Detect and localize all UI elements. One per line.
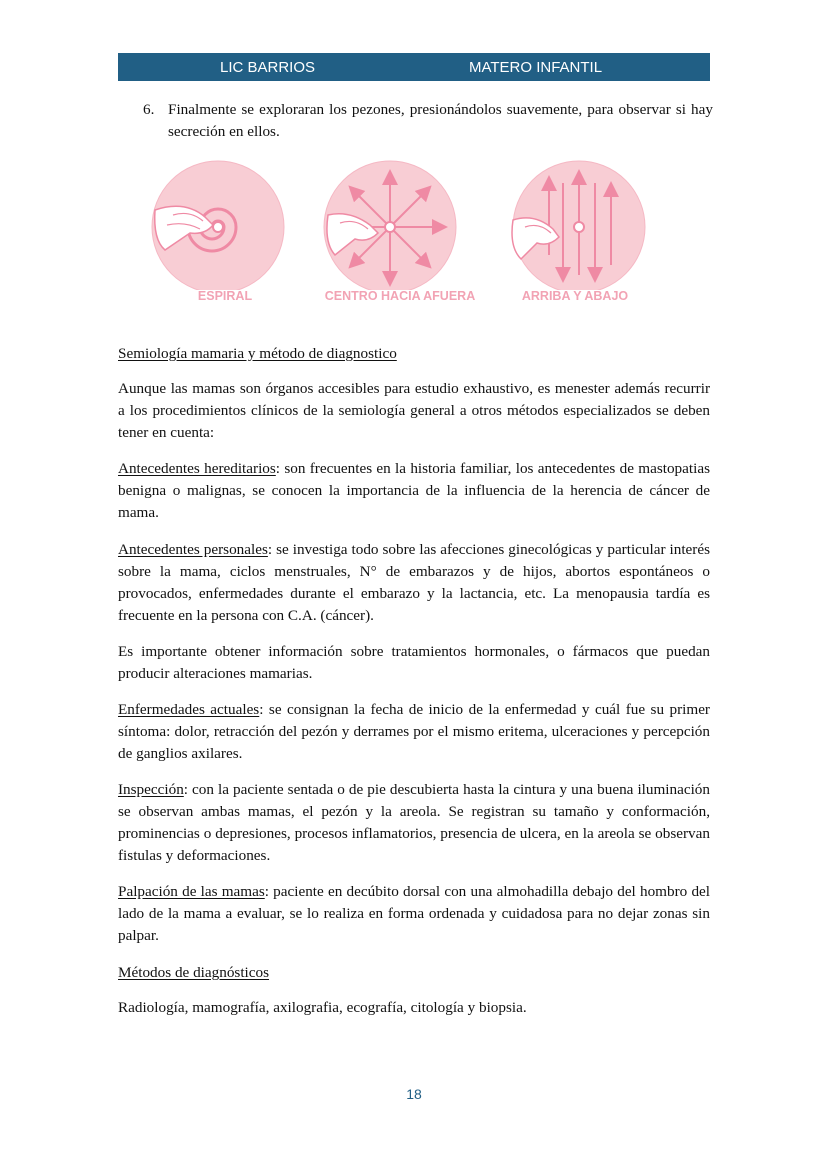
paragraph-intro: Aunque las mamas son órganos accesibles para estudio exhaustivo, es menester además recurrir a los procedimientos clínicos de la semiología general a otros métodos especializados se deben tener en cuenta: xyxy=(118,380,710,441)
paragraph-metodos: Radiología, mamografía, axilografia, ecografía, citología y biopsia. xyxy=(118,999,527,1016)
palpation-illustrations xyxy=(145,155,655,315)
paragraph-actuales xyxy=(118,699,710,765)
page-header xyxy=(118,53,710,81)
label-personales: Antecedentes personales xyxy=(118,541,268,558)
caption-radial: CENTRO HACIA AFUERA xyxy=(324,289,476,303)
vertical-palpation-icon xyxy=(495,155,655,290)
paragraph-hereditarios xyxy=(118,458,710,524)
section-title-metodos: Métodos de diagnósticos xyxy=(118,964,270,981)
paragraph-inspeccion xyxy=(118,779,710,867)
paragraph-tratamientos: Es importante obtener información sobre tratamientos hormonales, o fármacos que puedan producir alteraciones mamarias. xyxy=(118,643,710,682)
radial-palpation-icon xyxy=(320,155,480,290)
spiral-palpation-icon xyxy=(145,155,305,290)
caption-vertical: ARRIBA Y ABAJO xyxy=(521,289,629,303)
text-hereditarios: : son frecuentes en la historia familiar, los antecedentes de mastopatias benigna o malignas, se conocen la importancia de la influencia de la herencia de cáncer de mama. xyxy=(118,460,710,521)
illustration-radial xyxy=(320,155,480,315)
label-actuales: Enfermedades actuales xyxy=(118,701,260,718)
label-palpacion: Palpación de las mamas xyxy=(118,883,265,900)
step-text: Finalmente se exploraran los pezones, presionándolos suavemente, para observar si hay secreción en ellos. xyxy=(168,101,713,140)
label-inspeccion: Inspección xyxy=(118,781,184,798)
text-actuales: : se consignan la fecha de inicio de la enfermedad y cuál fue su primer síntoma: dolor, retracción del pezón y derrames por el mismo eritema, ulceraciones y percepción de ganglios axilares. xyxy=(118,701,710,762)
text-inspeccion: : con la paciente sentada o de pie descubierta hasta la cintura y una buena iluminación se observan ambas mamas, el pezón y la areola. Se registran su tamaño y conformación, prominencias o depresiones, procesos inflamatorios, presencia de ulcera, en la areola se observan fistulas y deformaciones. xyxy=(118,781,710,864)
paragraph-personales xyxy=(118,539,710,627)
text-personales: : se investiga todo sobre las afecciones ginecológicas y particular interés sobre la mama, ciclos menstruales, N° de embarazos y de hijos, abortos espontáneos o provocados, enfermedades durante el embarazo y la lactancia, etc. La menopausia tardía es frecuente en la persona con C.A. (cáncer). xyxy=(118,541,710,624)
section-title-semiologia: Semiología mamaria y método de diagnostico xyxy=(118,345,397,362)
page-number: 18 xyxy=(406,1086,422,1102)
header-author: LIC BARRIOS xyxy=(220,59,316,76)
label-hereditarios: Antecedentes hereditarios xyxy=(118,460,276,477)
illustration-spiral xyxy=(145,155,305,315)
step-number: 6. xyxy=(143,101,155,118)
paragraph-palpacion xyxy=(118,881,710,947)
caption-spiral: ESPIRAL xyxy=(197,289,253,303)
illustration-vertical xyxy=(495,155,655,315)
text-palpacion: : paciente en decúbito dorsal con una almohadilla debajo del hombro del lado de la mama a evaluar, se lo realiza en forma ordenada y cuidadosa para no dejar zonas sin palpar. xyxy=(118,883,710,944)
header-subject: MATERO INFANTIL xyxy=(469,59,603,76)
